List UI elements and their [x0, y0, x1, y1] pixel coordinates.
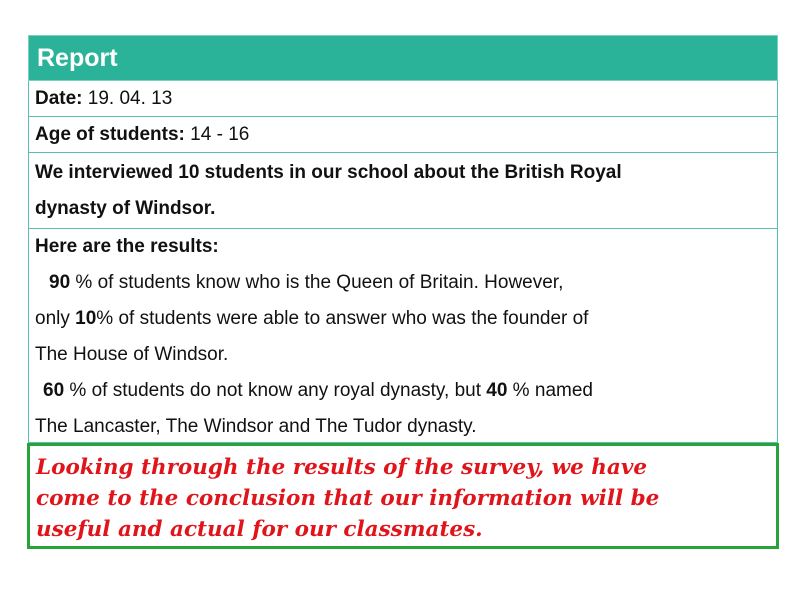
date-row [28, 81, 778, 117]
results-line-2-pre: only [35, 308, 76, 329]
age-label: Age of students: [35, 124, 185, 145]
conclusion-line-3: useful and actual for our classmates. [36, 517, 483, 542]
pct-sym-1: % [70, 272, 93, 293]
pct-sym-2: % [96, 308, 114, 329]
pct-sym-3: % [64, 380, 87, 401]
conclusion-line-2: come to the conclusion that our information will be [36, 486, 660, 511]
intro-line-1: We interviewed 10 students in our school about the British Royal [35, 162, 622, 183]
pct-10: 10 [75, 308, 97, 329]
report-table [28, 35, 778, 549]
results-row [28, 229, 778, 443]
conclusion-line-1: Looking through the results of the survey, we have [36, 455, 648, 480]
intro-row [28, 153, 778, 229]
pct-60: 60 [43, 380, 65, 401]
results-line-4-rest: named [529, 380, 593, 401]
results-line-2-text: of students were able to answer who was the founder of [113, 308, 589, 329]
report-title: Report [28, 35, 778, 81]
pct-40: 40 [486, 380, 508, 401]
results-line-4 [35, 373, 771, 409]
date-label: Date: [35, 88, 83, 109]
results-line-5: The Lancaster, The Windsor and The Tudor dynasty. [35, 416, 477, 437]
pct-90: 90 [49, 272, 71, 293]
results-line-1-text: of students know who is the Queen of Britain. However, [92, 272, 564, 293]
results-heading: Here are the results: [35, 236, 219, 257]
intro-line-2: dynasty of Windsor. [35, 198, 216, 219]
results-line-4-mid: of students do not know any royal dynasty, but [86, 380, 487, 401]
pct-sym-4: % [507, 380, 530, 401]
results-line-3: The House of Windsor. [35, 344, 229, 365]
age-value: 14 - 16 [190, 124, 250, 145]
date-value: 19. 04. 13 [87, 88, 173, 109]
results-line-1 [35, 265, 771, 301]
results-line-2 [35, 301, 771, 337]
conclusion-box [27, 443, 779, 549]
age-row [28, 117, 778, 153]
